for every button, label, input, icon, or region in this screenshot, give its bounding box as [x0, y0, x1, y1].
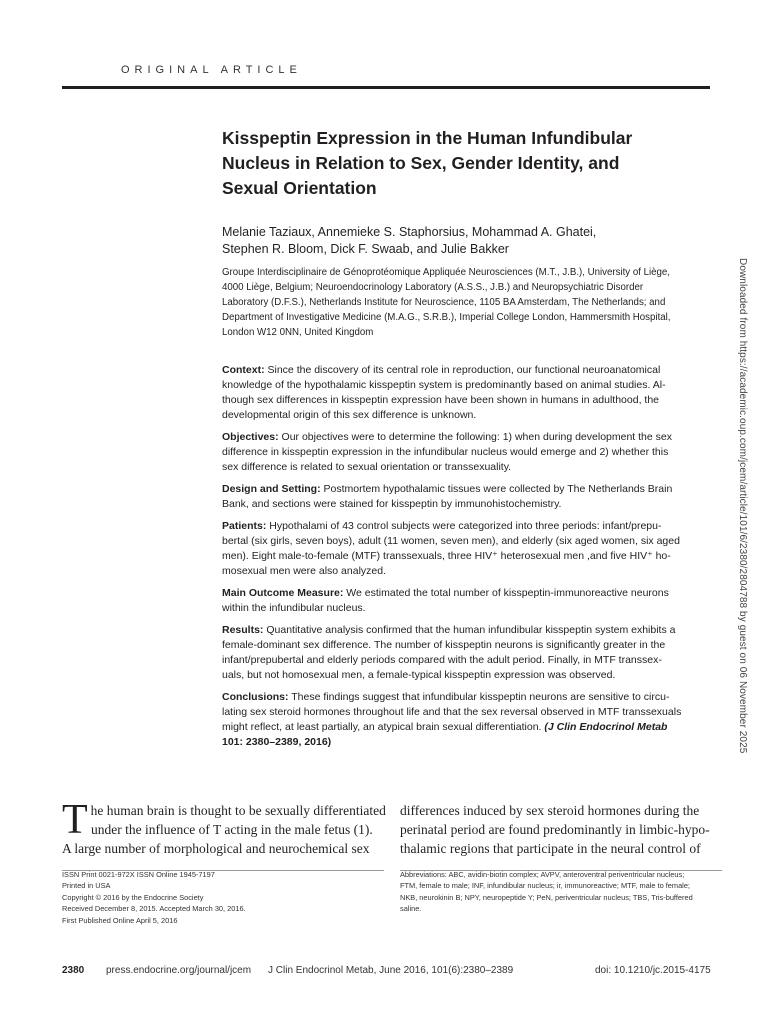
abbreviation-line: saline.: [400, 904, 422, 914]
results-label: Results:: [222, 624, 264, 636]
section-label: ORIGINAL ARTICLE: [121, 64, 302, 76]
journal-reference: J Clin Endocrinol Metab, June 2016, 101(6):2380–2389: [268, 965, 514, 976]
body-line: differences induced by sex steroid hormones during the: [400, 803, 700, 818]
context-text: developmental origin of this sex difference is unknown.: [222, 409, 477, 421]
patients-text: men). Eight male-to-female (MTF) transsexuals, three HIV⁺ heterosexual men ,and five HIV⁺ ho-: [222, 550, 671, 562]
context-text: knowledge of the hypothalamic kisspeptin system is predominantly based on animal studies. Al-: [222, 379, 666, 391]
affiliation-line: Department of Investigative Medicine (M.A.G., S.R.B.), Imperial College London, Hammersmith Hospital,: [222, 311, 671, 323]
body-line: he human brain is thought to be sexually differentiated: [90, 803, 386, 818]
outcome-text: within the infundibular nucleus.: [222, 602, 366, 614]
abbreviation-line: FTM, female to male; INF, infundibular nucleus; ir, immunoreactive; MTF, male to female;: [400, 881, 690, 891]
note-line: Received December 8, 2015. Accepted March 30, 2016.: [62, 904, 246, 914]
abstract-conclusions: [222, 690, 720, 750]
abstract-results: [222, 623, 720, 683]
conclusions-text: lating sex steroid hormones throughout life and that the sex reversal observed in MTF transsexuals: [222, 706, 682, 718]
abstract-patients: [222, 519, 720, 579]
design-label: Design and Setting:: [222, 483, 321, 495]
affiliation-line: 4000 Liège, Belgium; Neuroendocrinology Laboratory (A.S.S., J.B.) and Neuropsychiatric Disorder: [222, 281, 644, 293]
outcome-text: We estimated the total number of kisspeptin-immunoreactive neurons: [343, 587, 669, 599]
doi-link[interactable]: doi: 10.1210/jc.2015-4175: [595, 965, 711, 976]
abstract-objectives: [222, 430, 720, 475]
publication-notes: [62, 869, 246, 926]
conclusions-label: Conclusions:: [222, 691, 289, 703]
objectives-text: sex difference is related to sexual orientation or transsexuality.: [222, 461, 512, 473]
context-text: Since the discovery of its central role in reproduction, our functional neuroanatomical: [264, 364, 661, 376]
author-line: Melanie Taziaux, Annemieke S. Staphorsius, Mohammad A. Ghatei,: [222, 225, 597, 239]
body-left-column: [62, 797, 386, 858]
conclusions-text: might reflect, at least partially, an atypical brain sexual differentiation.: [222, 721, 542, 733]
conclusions-text: These findings suggest that infundibular kisspeptin neurons are sensitive to circu-: [288, 691, 670, 703]
header-rule: [62, 86, 710, 89]
author-line: Stephen R. Bloom, Dick F. Swaab, and Julie Bakker: [222, 242, 509, 256]
author-list: [222, 224, 702, 258]
patients-text: mosexual men were also analyzed.: [222, 565, 387, 577]
dropcap: T: [62, 797, 88, 843]
affiliation-line: Laboratory (D.F.S.), Netherlands Institute for Neuroscience, 1105 BA Amsterdam, The Netherlands; and: [222, 296, 666, 308]
page-number: 2380: [62, 965, 85, 976]
title-line: Kisspeptin Expression in the Human Infundibular: [222, 128, 633, 148]
body-line: A large number of morphological and neurochemical sex: [62, 841, 370, 856]
results-text: uals, but not homosexual men, a female-typical kisspeptin expression was observed.: [222, 669, 616, 681]
body-right-column: [400, 801, 722, 858]
abstract-context: [222, 363, 720, 423]
patients-label: Patients:: [222, 520, 267, 532]
results-text: Quantitative analysis confirmed that the human infundibular kisspeptin system exhibits a: [263, 624, 676, 636]
objectives-text: Our objectives were to determine the following: 1) when during development the sex: [278, 431, 672, 443]
design-text: Bank, and sections were stained for kisspeptin by immunohistochemistry.: [222, 498, 562, 510]
design-text: Postmortem hypothalamic tissues were collected by The Netherlands Brain: [320, 483, 673, 495]
abstract-design: [222, 482, 720, 512]
citation-line-2: 101: 2380–2389, 2016): [222, 736, 332, 748]
patients-text: bertal (six girls, seven boys), adult (11 women, seven men), and elderly (six aged women, six aged: [222, 535, 680, 547]
note-line: ISSN Print 0021-972X ISSN Online 1945-7197: [62, 870, 215, 879]
objectives-label: Objectives:: [222, 431, 279, 443]
body-line: perinatal period are found predominantly in limbic-hypo-: [400, 822, 710, 837]
body-line: under the influence of T acting in the male fetus (1).: [91, 822, 373, 837]
abbreviations: [400, 869, 722, 915]
body-line: thalamic regions that participate in the neural control of: [400, 841, 701, 856]
context-label: Context:: [222, 364, 265, 376]
journal-url-link[interactable]: press.endocrine.org/journal/jcem: [106, 965, 252, 976]
note-line: Printed in USA: [62, 881, 111, 891]
title-line: Nucleus in Relation to Sex, Gender Identity, and: [222, 153, 620, 173]
context-text: though sex differences in kisspeptin expression have been shown in humans in adulthood, the: [222, 394, 660, 406]
patients-text: Hypothalami of 43 control subjects were categorized into three periods: infant/prepu-: [266, 520, 662, 532]
affiliation-line: London W12 0NN, United Kingdom: [222, 326, 374, 338]
outcome-label: Main Outcome Measure:: [222, 587, 344, 599]
objectives-text: difference in kisspeptin expression in the infundibular nucleus would emerge and 2) whether this: [222, 446, 669, 458]
note-line: First Published Online April 5, 2016: [62, 915, 178, 925]
abbreviation-line: NKB, neurokinin B; NPY, neuropeptide Y; PeN, periventricular nucleus; TBS, Tris-buffered: [400, 892, 693, 902]
results-text: infant/prepubertal and elderly periods compared with the adult period. Finally, in MTF transsex-: [222, 654, 662, 666]
affiliations: [222, 266, 712, 341]
title-line: Sexual Orientation: [222, 178, 377, 198]
abstract: [222, 363, 720, 757]
note-line: Copyright © 2016 by the Endocrine Society: [62, 892, 204, 902]
citation: (J Clin Endocrinol Metab: [544, 721, 668, 733]
abstract-outcome: [222, 586, 720, 616]
download-watermark: Downloaded from https://academic.oup.com/jcem/article/101/6/2380/2804788 by guest on 06 November 2025: [737, 258, 748, 754]
affiliation-line: Groupe Interdisciplinaire de Génoprotéomique Appliquée Neurosciences (M.T., J.B.), University of Liège,: [222, 267, 671, 278]
results-text: female-dominant sex difference. The number of kisspeptin neurons is significantly greater in the: [222, 639, 666, 651]
abbreviation-line: Abbreviations: ABC, avidin-biotin complex; AVPV, anteroventral periventricular nucleus;: [400, 870, 685, 879]
article-title: [222, 126, 702, 201]
